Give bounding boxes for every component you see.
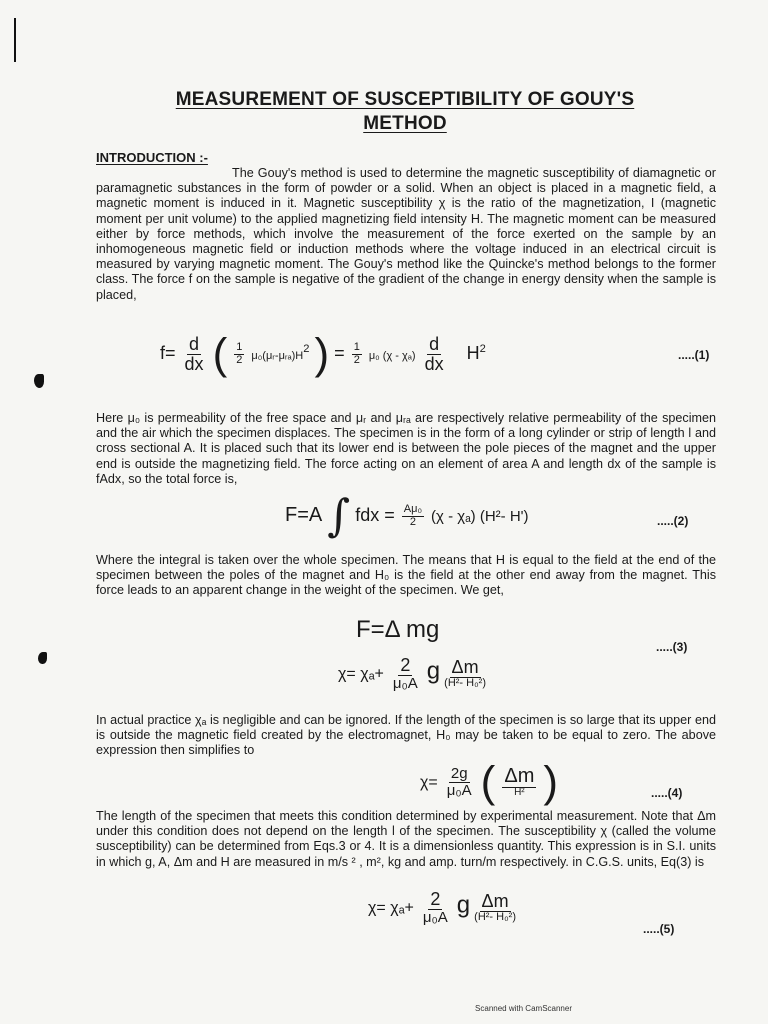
scanner-watermark: Scanned with CamScanner [475,1004,572,1013]
equation-5-number: .....(5) [643,922,675,936]
equation-3-susceptibility: χ= χₐ+ $\frac{2}{\text{μ₀A}}$ g $\frac{\Delta m}{\text{(H²- H₀²)}}$ [338,655,486,692]
equation-3-number: .....(3) [656,640,688,654]
title-line-2: METHOD [363,113,447,134]
punch-hole-mark [38,652,47,664]
equation-2-number: .....(2) [657,514,689,528]
equation-2: F=A ∫ fdx = $\frac{\text{Aμ₀}}{2}$ (χ - χₐ) (H²- H') [285,490,529,542]
equation-3-force: F=Δ mg [356,616,440,643]
paragraph-practice: In actual practice χₐ is negligible and can be ignored. If the length of the specimen is so large that its upper end is outside the magnetic field created by the electromagnet, H₀ may be taken to be equal to zero. The above expression then simplifies to [96,713,716,758]
punch-hole-mark [34,374,44,388]
paragraph-introduction [96,166,716,303]
paragraph-permeability: Here μ₀ is permeability of the free space and μᵣ and μᵣₐ are respectively relative permeability of the specimen and the air which the specimen displaces. The specimen is in the form of a long cylinder or strip of length l and cross sectional A. It is placed such that its lower end is between the pole pieces of the magnet and the upper end is outside the magnetizing field. The force acting on an element of area A and length dx of the sample is fAdx, so the total force is, [96,411,716,486]
para1-rest: diamagnetic or paramagnetic substances in the form of powder or a solid. When an object is placed in a magnetic field, a magnetic moment is induced in it. Magnetic susceptibility χ is the ratio of the magnetization, I (magnetic moment per unit volume) to the applied magnetizing field intensity H. The magnetic moment can be measured either by force methods, which involve the measurement of the force exerted on the sample by an inhomogeneous magnetic field or induction methods where the voltage induced in an electrical circuit is measured by varying magnetic moment. The Gouy's method like the Quincke's method belongs to the former class. The force f on the sample is negative of the gradient of the change in energy density when the sample is placed, [96,166,716,302]
scan-edge-mark [14,18,16,62]
equation-4-number: .....(4) [651,786,683,800]
document-title [120,88,690,136]
title-line-1: MEASUREMENT OF SUSCEPTIBILITY OF GOUY'S [175,89,635,110]
equation-1-number: .....(1) [678,348,710,362]
equation-4: χ= $\frac{2g}{\text{μ₀A}}$ ( $\frac{\Delta m}{\text{H²}}$ ) [420,757,559,807]
para1-first-line: The Gouy's method is used to determine the magnetic susceptibility of [232,166,629,180]
equation-5: χ= χₐ+ $\frac{2}{\text{μ₀A}}$ g $\frac{\Delta m}{\text{(H²- H₀²)}}$ [368,889,516,926]
section-heading-introduction: INTRODUCTION :- [96,150,208,165]
paragraph-specimen-length: The length of the specimen that meets this condition determined by experimental measurement. Note that Δm under this condition does not depend on the length l of the specimen. The susceptibility χ (called the volume susceptibility) can be determined from Eqs.3 or 4. It is a dimensionless quantity. This expression is in S.I. units in which g, A, Δm and H are measured in m/s ² , m², kg and amp. turn/m respectively. in C.G.S. units, Eq(3) is [96,809,716,869]
equation-1: f= $\frac{d}{dx}$ ( $\frac{1}{2}$ $\mu_0(\mu ᵣ-\mu ᵣ_a)H^2$ ) = $\frac{1}{2}$ μ₀ (χ - χₐ) $\frac{d}{dx}$ $H^2$ [160,329,486,379]
paragraph-integral: Where the integral is taken over the whole specimen. The means that H is equal to the field at the end of the specimen between the poles of the magnet and H₀ is the field at the other end away from the magnet. This force leads to an apparent change in the weight of the specimen. We get, [96,553,716,598]
